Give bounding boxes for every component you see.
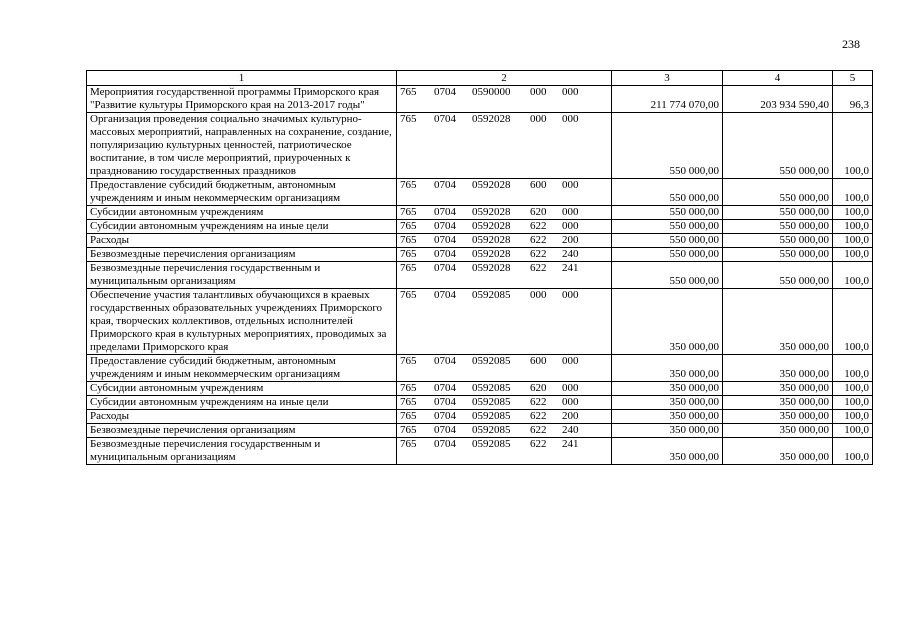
value-col-5: 100,0 xyxy=(833,248,873,262)
value-col-5: 100,0 xyxy=(833,410,873,424)
code-1: 765 xyxy=(400,248,417,260)
code-3: 0592028 xyxy=(472,179,511,191)
code-1: 765 xyxy=(400,113,417,125)
code-1: 765 xyxy=(400,206,417,218)
table-row xyxy=(87,262,873,289)
table-row xyxy=(87,410,873,424)
row-name: Обеспечение участия талантливых обучающихся в краевых государственных образовательных учреждениях Приморского края, творческих коллективов, отдельных исполнителей Приморского края в культурных мероприятиях, проводимых за пределами Приморского края xyxy=(87,289,397,355)
code-3: 0592028 xyxy=(472,113,511,125)
table-row xyxy=(87,438,873,465)
value-col-5: 100,0 xyxy=(833,289,873,355)
code-2: 0704 xyxy=(434,206,456,218)
row-codes xyxy=(397,206,612,220)
code-4: 622 xyxy=(530,410,547,422)
row-name: Предоставление субсидий бюджетным, автономным учреждениям и иным некоммерческим организациям xyxy=(87,179,397,206)
value-col-4: 550 000,00 xyxy=(723,179,833,206)
value-col-3: 350 000,00 xyxy=(612,382,723,396)
value-col-4: 350 000,00 xyxy=(723,289,833,355)
row-name: Расходы xyxy=(87,234,397,248)
row-name: Предоставление субсидий бюджетным, автономным учреждениям и иным некоммерческим организациям xyxy=(87,355,397,382)
value-col-4: 350 000,00 xyxy=(723,382,833,396)
row-codes xyxy=(397,424,612,438)
value-col-4: 550 000,00 xyxy=(723,262,833,289)
row-codes xyxy=(397,355,612,382)
code-5: 000 xyxy=(562,179,579,191)
column-header-1: 1 xyxy=(87,71,397,86)
code-5: 241 xyxy=(562,262,579,274)
value-col-4: 350 000,00 xyxy=(723,438,833,465)
code-1: 765 xyxy=(400,289,417,301)
table-row xyxy=(87,179,873,206)
row-codes xyxy=(397,438,612,465)
value-col-3: 350 000,00 xyxy=(612,424,723,438)
code-5: 200 xyxy=(562,410,579,422)
value-col-5: 100,0 xyxy=(833,220,873,234)
value-col-3: 350 000,00 xyxy=(612,396,723,410)
code-2: 0704 xyxy=(434,234,456,246)
code-2: 0704 xyxy=(434,179,456,191)
value-col-5: 100,0 xyxy=(833,262,873,289)
code-2: 0704 xyxy=(434,262,456,274)
code-5: 000 xyxy=(562,220,579,232)
code-2: 0704 xyxy=(434,220,456,232)
code-5: 241 xyxy=(562,438,579,450)
code-5: 240 xyxy=(562,424,579,436)
code-5: 000 xyxy=(562,113,579,125)
code-1: 765 xyxy=(400,396,417,408)
code-5: 000 xyxy=(562,396,579,408)
table-row xyxy=(87,248,873,262)
budget-table xyxy=(86,70,873,465)
code-5: 240 xyxy=(562,248,579,260)
code-1: 765 xyxy=(400,410,417,422)
code-4: 622 xyxy=(530,220,547,232)
value-col-3: 550 000,00 xyxy=(612,206,723,220)
row-name: Субсидии автономным учреждениям на иные цели xyxy=(87,220,397,234)
row-name: Безвозмездные перечисления государственным и муниципальным организациям xyxy=(87,438,397,465)
code-1: 765 xyxy=(400,86,417,98)
column-header-5: 5 xyxy=(833,71,873,86)
code-2: 0704 xyxy=(434,355,456,367)
row-name: Расходы xyxy=(87,410,397,424)
value-col-4: 550 000,00 xyxy=(723,234,833,248)
value-col-4: 350 000,00 xyxy=(723,396,833,410)
code-3: 0592085 xyxy=(472,424,511,436)
row-name: Организация проведения социально значимых культурно-массовых мероприятий, направленных на сохранение, создание, популяризацию культурных ценностей, патриотическое воспитание, в том числе мероприятий, приуроченных к празднованию государственных праздников xyxy=(87,113,397,179)
code-5: 000 xyxy=(562,206,579,218)
row-codes xyxy=(397,113,612,179)
value-col-5: 100,0 xyxy=(833,382,873,396)
value-col-4: 550 000,00 xyxy=(723,248,833,262)
table-row xyxy=(87,289,873,355)
code-2: 0704 xyxy=(434,113,456,125)
value-col-5: 100,0 xyxy=(833,113,873,179)
code-3: 0592028 xyxy=(472,248,511,260)
page-number: 238 xyxy=(842,37,860,51)
code-5: 000 xyxy=(562,355,579,367)
code-4: 000 xyxy=(530,289,547,301)
code-4: 622 xyxy=(530,424,547,436)
header-row xyxy=(87,71,873,86)
column-header-2: 2 xyxy=(397,71,612,86)
table-row xyxy=(87,86,873,113)
code-1: 765 xyxy=(400,438,417,450)
code-4: 620 xyxy=(530,382,547,394)
value-col-4: 203 934 590,40 xyxy=(723,86,833,113)
value-col-3: 550 000,00 xyxy=(612,234,723,248)
value-col-4: 550 000,00 xyxy=(723,220,833,234)
value-col-3: 550 000,00 xyxy=(612,262,723,289)
code-3: 0592028 xyxy=(472,234,511,246)
code-2: 0704 xyxy=(434,438,456,450)
value-col-3: 550 000,00 xyxy=(612,248,723,262)
code-2: 0704 xyxy=(434,424,456,436)
code-5: 000 xyxy=(562,289,579,301)
table-row xyxy=(87,113,873,179)
code-1: 765 xyxy=(400,234,417,246)
code-2: 0704 xyxy=(434,396,456,408)
table-row xyxy=(87,382,873,396)
row-codes xyxy=(397,234,612,248)
value-col-3: 211 774 070,00 xyxy=(612,86,723,113)
code-1: 765 xyxy=(400,179,417,191)
row-name: Безвозмездные перечисления организациям xyxy=(87,248,397,262)
code-3: 0592085 xyxy=(472,438,511,450)
value-col-5: 100,0 xyxy=(833,424,873,438)
code-4: 000 xyxy=(530,113,547,125)
row-name: Безвозмездные перечисления государственным и муниципальным организациям xyxy=(87,262,397,289)
code-4: 620 xyxy=(530,206,547,218)
row-codes xyxy=(397,262,612,289)
code-3: 0592085 xyxy=(472,355,511,367)
code-2: 0704 xyxy=(434,86,456,98)
value-col-4: 550 000,00 xyxy=(723,206,833,220)
value-col-4: 350 000,00 xyxy=(723,424,833,438)
value-col-3: 350 000,00 xyxy=(612,355,723,382)
column-header-3: 3 xyxy=(612,71,723,86)
code-5: 000 xyxy=(562,382,579,394)
code-4: 622 xyxy=(530,262,547,274)
row-codes xyxy=(397,179,612,206)
code-4: 600 xyxy=(530,355,547,367)
code-1: 765 xyxy=(400,382,417,394)
row-codes xyxy=(397,382,612,396)
row-name: Мероприятия государственной программы Приморского края "Развитие культуры Приморского края на 2013-2017 годы" xyxy=(87,86,397,113)
value-col-3: 550 000,00 xyxy=(612,220,723,234)
code-3: 0592085 xyxy=(472,289,511,301)
value-col-5: 100,0 xyxy=(833,396,873,410)
value-col-4: 350 000,00 xyxy=(723,355,833,382)
value-col-3: 350 000,00 xyxy=(612,438,723,465)
value-col-3: 350 000,00 xyxy=(612,410,723,424)
code-2: 0704 xyxy=(434,248,456,260)
code-5: 000 xyxy=(562,86,579,98)
value-col-5: 100,0 xyxy=(833,234,873,248)
value-col-5: 100,0 xyxy=(833,355,873,382)
code-1: 765 xyxy=(400,355,417,367)
table-row xyxy=(87,355,873,382)
code-4: 622 xyxy=(530,438,547,450)
column-header-4: 4 xyxy=(723,71,833,86)
code-3: 0590000 xyxy=(472,86,511,98)
row-name: Субсидии автономным учреждениям на иные цели xyxy=(87,396,397,410)
code-3: 0592028 xyxy=(472,206,511,218)
value-col-5: 100,0 xyxy=(833,438,873,465)
row-codes xyxy=(397,248,612,262)
row-codes xyxy=(397,220,612,234)
code-3: 0592085 xyxy=(472,410,511,422)
code-1: 765 xyxy=(400,424,417,436)
row-name: Субсидии автономным учреждениям xyxy=(87,382,397,396)
value-col-3: 350 000,00 xyxy=(612,289,723,355)
code-4: 000 xyxy=(530,86,547,98)
row-codes xyxy=(397,410,612,424)
code-2: 0704 xyxy=(434,382,456,394)
value-col-3: 550 000,00 xyxy=(612,113,723,179)
code-4: 622 xyxy=(530,248,547,260)
code-5: 200 xyxy=(562,234,579,246)
table-row xyxy=(87,206,873,220)
value-col-5: 100,0 xyxy=(833,206,873,220)
table-row xyxy=(87,396,873,410)
row-codes xyxy=(397,86,612,113)
value-col-4: 350 000,00 xyxy=(723,410,833,424)
code-4: 622 xyxy=(530,396,547,408)
code-3: 0592028 xyxy=(472,262,511,274)
value-col-4: 550 000,00 xyxy=(723,113,833,179)
code-1: 765 xyxy=(400,262,417,274)
row-codes xyxy=(397,396,612,410)
code-1: 765 xyxy=(400,220,417,232)
code-2: 0704 xyxy=(434,410,456,422)
code-4: 622 xyxy=(530,234,547,246)
code-3: 0592028 xyxy=(472,220,511,232)
code-3: 0592085 xyxy=(472,382,511,394)
row-codes xyxy=(397,289,612,355)
value-col-3: 550 000,00 xyxy=(612,179,723,206)
value-col-5: 100,0 xyxy=(833,179,873,206)
row-name: Безвозмездные перечисления организациям xyxy=(87,424,397,438)
code-4: 600 xyxy=(530,179,547,191)
row-name: Субсидии автономным учреждениям xyxy=(87,206,397,220)
table-row xyxy=(87,424,873,438)
code-2: 0704 xyxy=(434,289,456,301)
code-3: 0592085 xyxy=(472,396,511,408)
value-col-5: 96,3 xyxy=(833,86,873,113)
table-row xyxy=(87,234,873,248)
table-row xyxy=(87,220,873,234)
